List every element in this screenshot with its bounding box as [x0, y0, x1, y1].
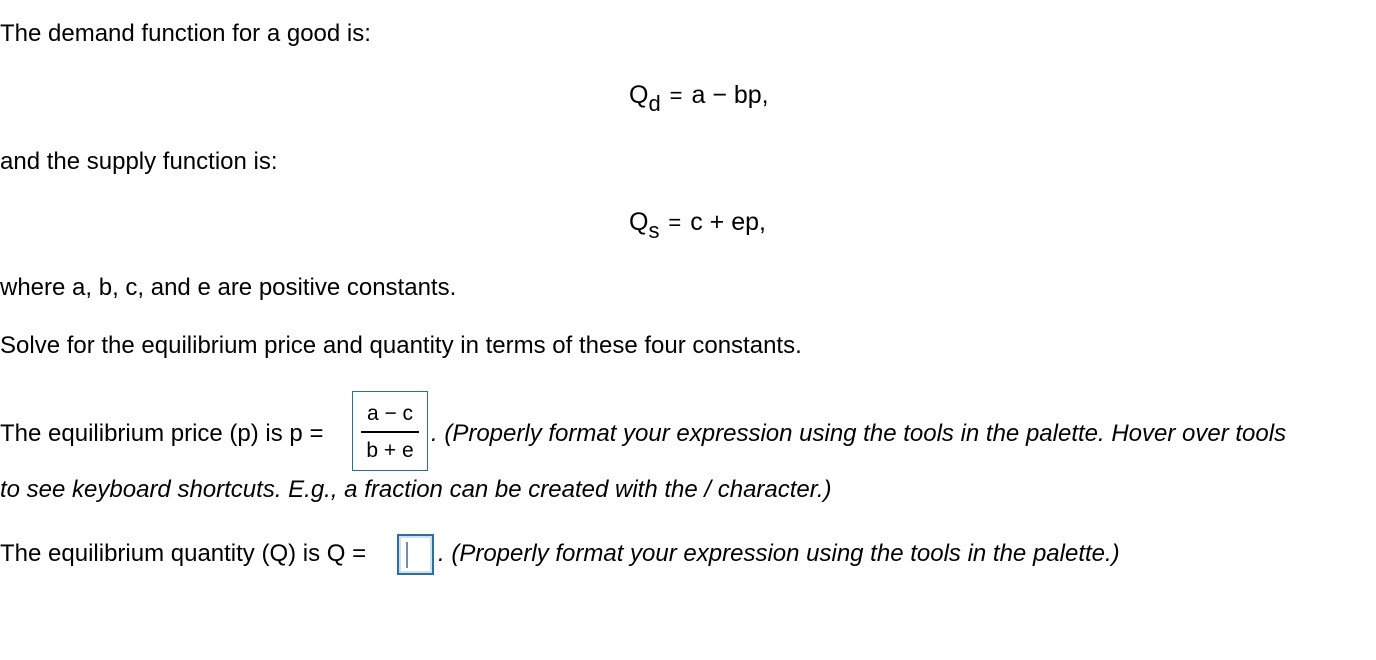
price-answer-input[interactable] — [352, 391, 428, 471]
supply-lhs: Q — [629, 208, 649, 236]
supply-intro-text: and the supply function is: — [0, 148, 278, 175]
demand-lhs: Q — [629, 81, 649, 109]
quantity-answer-input[interactable] — [397, 534, 434, 575]
demand-subscript: d — [648, 91, 661, 116]
price-hint-line2: to see keyboard shortcuts. E.g., a fraction can be created with the / character.) — [0, 476, 832, 503]
price-question-prefix: The equilibrium price (p) is p = — [0, 420, 324, 447]
text-cursor — [406, 542, 408, 568]
quantity-question-prefix: The equilibrium quantity (Q) is Q = — [0, 540, 367, 567]
demand-equation — [629, 80, 769, 116]
supply-subscript: s — [648, 218, 660, 243]
demand-equals: = — [669, 83, 683, 108]
supply-equals: = — [668, 210, 682, 235]
price-answer-numerator: a − c — [366, 402, 414, 425]
demand-intro-text: The demand function for a good is: — [0, 20, 371, 47]
price-answer-denominator: b + e — [366, 439, 414, 462]
fraction-bar — [361, 431, 419, 433]
price-hint-line1: . (Properly format your expression using the tools in the palette. Hover over tools — [431, 420, 1287, 447]
quantity-hint: . (Properly format your expression using the tools in the palette.) — [438, 540, 1120, 567]
constants-text: where a, b, c, and e are positive constants. — [0, 274, 457, 301]
supply-rhs: c + ep, — [690, 208, 766, 236]
task-text: Solve for the equilibrium price and quantity in terms of these four constants. — [0, 332, 802, 359]
demand-rhs: a − bp, — [691, 81, 769, 109]
supply-equation — [629, 207, 766, 243]
